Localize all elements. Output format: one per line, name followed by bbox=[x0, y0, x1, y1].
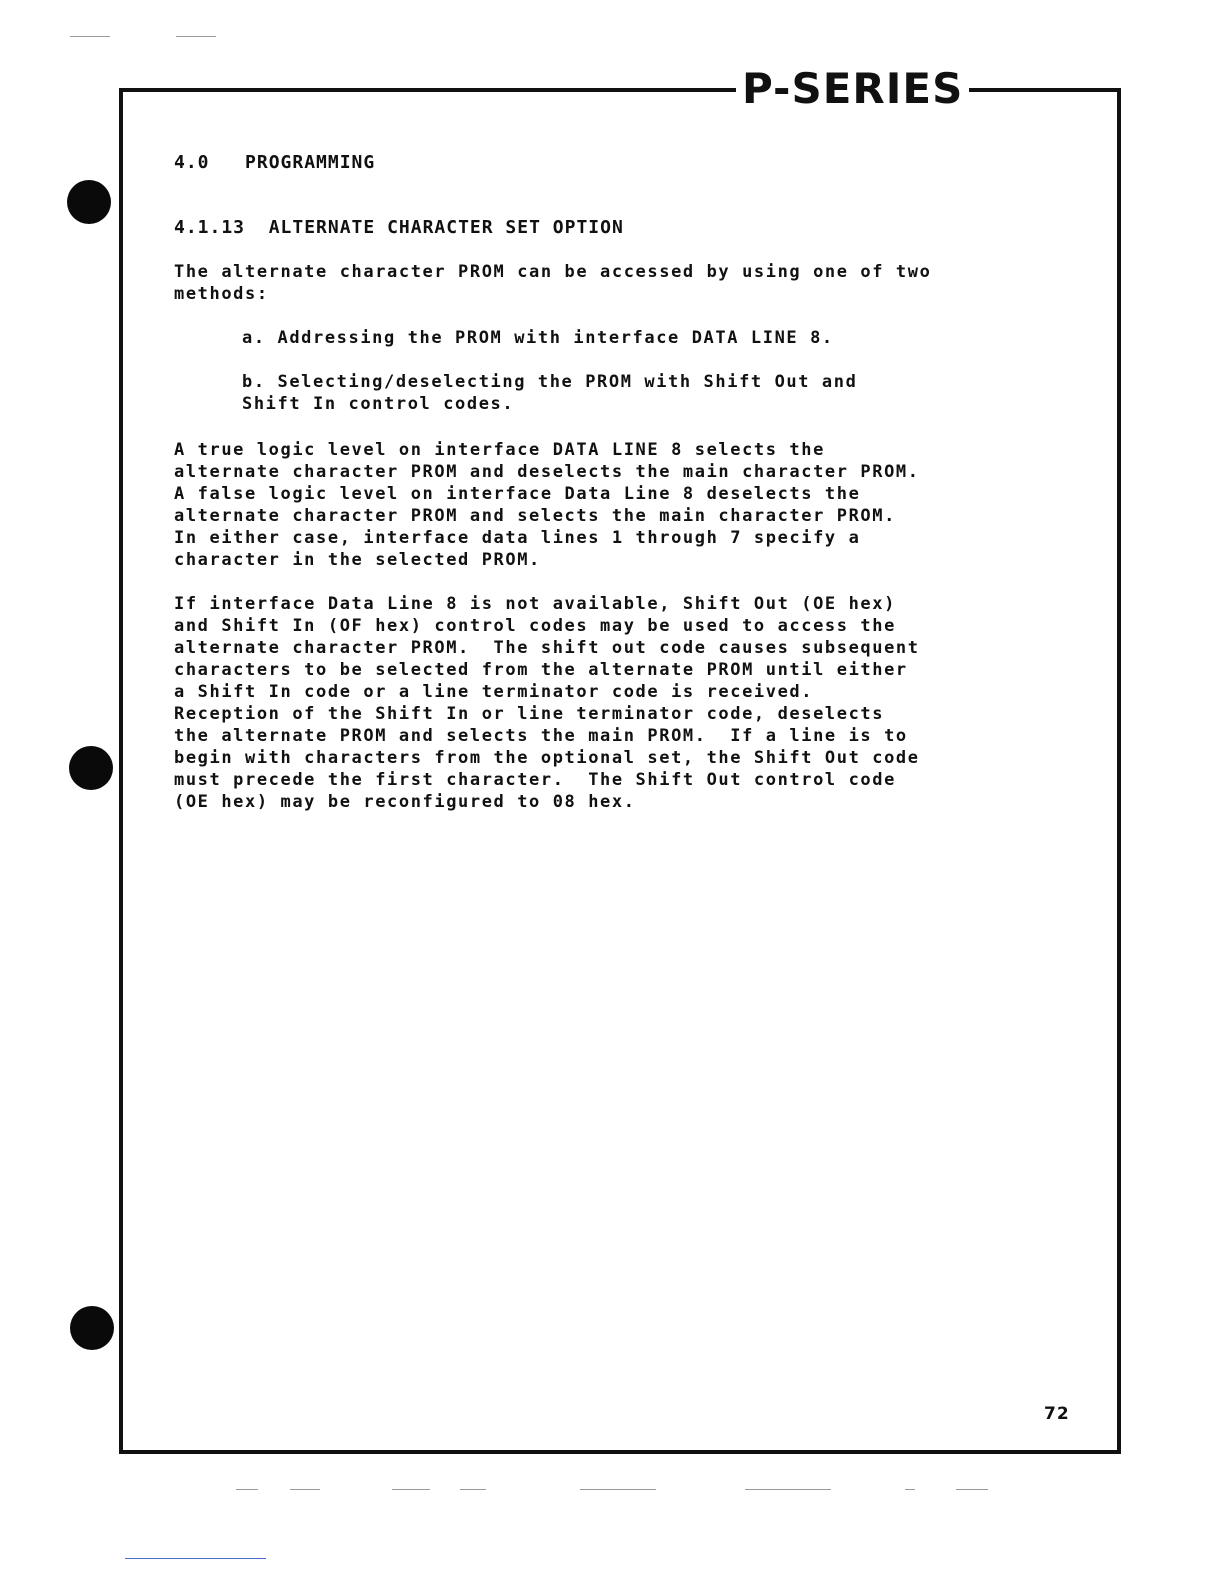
subsection-heading: 4.1.13 ALTERNATE CHARACTER SET OPTION bbox=[174, 217, 624, 238]
scan-artifact bbox=[176, 36, 216, 37]
text-line: and Shift In (OF hex) control codes may be used to access the bbox=[174, 616, 896, 636]
scan-artifact bbox=[580, 1489, 656, 1490]
text-line: A false logic level on interface Data Line 8 deselects the bbox=[174, 484, 861, 504]
scan-artifact bbox=[236, 1489, 258, 1490]
text-line: A true logic level on interface DATA LINE 8 selects the bbox=[174, 440, 825, 460]
text-line: the alternate PROM and selects the main PROM. If a line is to bbox=[174, 726, 908, 746]
text-line: alternate character PROM and deselects the main character PROM. bbox=[174, 462, 920, 482]
binder-hole bbox=[67, 180, 111, 224]
link-underline bbox=[125, 1558, 266, 1559]
binder-hole bbox=[70, 1306, 114, 1350]
scan-artifact bbox=[956, 1489, 988, 1490]
text-line: a Shift In code or a line terminator code is received. bbox=[174, 682, 814, 702]
text-line: must precede the first character. The Shift Out control code bbox=[174, 770, 896, 790]
section-heading: 4.0 PROGRAMMING bbox=[174, 152, 376, 173]
text-line: The alternate character PROM can be accessed by using one of two bbox=[174, 262, 932, 282]
scan-artifact bbox=[392, 1489, 430, 1490]
text-line: characters to be selected from the alternate PROM until either bbox=[174, 660, 908, 680]
shift-code-paragraph bbox=[174, 593, 1054, 813]
scan-artifact bbox=[905, 1489, 915, 1490]
scan-artifact bbox=[460, 1489, 486, 1490]
text-line: alternate character PROM. The shift out code causes subsequent bbox=[174, 638, 920, 658]
text-line: b. Selecting/deselecting the PROM with Shift Out and bbox=[242, 372, 858, 392]
text-line: Reception of the Shift In or line terminator code, deselects bbox=[174, 704, 885, 724]
text-line: (OE hex) may be reconfigured to 08 hex. bbox=[174, 792, 636, 812]
text-line: begin with characters from the optional set, the Shift Out code bbox=[174, 748, 920, 768]
list-item-a bbox=[242, 327, 1122, 349]
text-line: alternate character PROM and selects the main character PROM. bbox=[174, 506, 896, 526]
text-line: methods: bbox=[174, 284, 269, 304]
scan-artifact bbox=[290, 1489, 320, 1490]
binder-hole bbox=[69, 746, 113, 790]
text-line: character in the selected PROM. bbox=[174, 550, 541, 570]
intro-paragraph bbox=[174, 261, 1054, 305]
list-item-b bbox=[242, 371, 1122, 415]
page-number: 72 bbox=[1044, 1404, 1070, 1424]
scan-artifact bbox=[745, 1489, 831, 1490]
text-line: a. Addressing the PROM with interface DATA LINE 8. bbox=[242, 328, 834, 348]
text-line: In either case, interface data lines 1 through 7 specify a bbox=[174, 528, 861, 548]
brand-title: P-SERIES bbox=[736, 64, 969, 114]
text-line: Shift In control codes. bbox=[242, 394, 515, 414]
text-line: If interface Data Line 8 is not available, Shift Out (OE hex) bbox=[174, 594, 896, 614]
scan-artifact bbox=[70, 36, 110, 37]
data-line-paragraph bbox=[174, 439, 1054, 571]
